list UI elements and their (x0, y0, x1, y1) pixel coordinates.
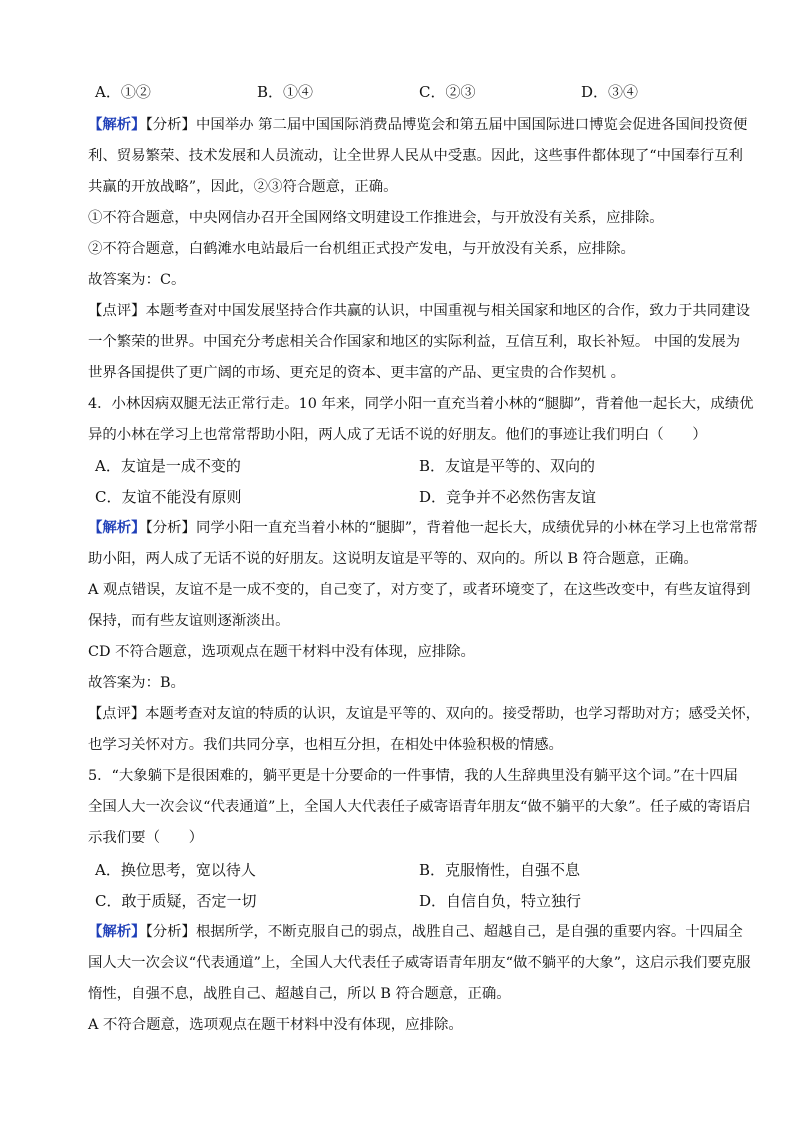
q5-stem-line: 5．“大象躺下是很困难的，躺平更是十分要命的一件事情，我的人生辞典里没有躺平这个词。”在十四届 (88, 768, 738, 784)
q4-comment-line: 【点评】本题考查对友谊的特质的认识，友谊是平等的、双向的。接受帮助，也学习帮助对方；感受关怀， (88, 706, 760, 722)
q5-stem-line: 示我们要（ ） (88, 830, 204, 846)
q3-analysis-line: 利、贸易繁荣、技术发展和人员流动，让全世界人民从中受惠。因此，这些事件都体现了“中国奉行互利 (88, 148, 743, 164)
q3-option-b: B．①④ (257, 83, 314, 101)
q5-stem-line: 全国人大一次会议“代表通道”上，全国人大代表任子威寄语青年朋友“做不躺平的大象”。任子威的寄语启 (88, 799, 751, 815)
q3-analysis-line: 共赢的开放战略”，因此，②③符合题意，正确。 (88, 179, 398, 195)
q4-option-d: D．竞争并不必然伤害友谊 (419, 488, 597, 506)
q5-analysis-line: A 不符合题意，选项观点在题干材料中没有体现，应排除。 (88, 1017, 463, 1033)
q4-option-b: B．友谊是平等的、双向的 (419, 457, 596, 475)
q4-answer: 故答案为：B。 (88, 675, 185, 691)
q5-analysis-line: 惰性，自强不息，战胜自己、超越自己，所以 B 符合题意，正确。 (88, 986, 511, 1002)
q4-option-c: C．友谊不能没有原则 (95, 488, 242, 506)
q4-analysis-line: 助小阳，两人成了无话不说的好朋友。这说明友谊是平等的、双向的。所以 B 符合题意，正确。 (88, 551, 698, 567)
analysis-tag: 【解析】 (88, 116, 146, 133)
q4-analysis-line: A 观点错误，友谊不是一成不变的，自己变了，对方变了，或者环境变了，在这些改变中，有些友谊得到 (88, 582, 751, 598)
q4-stem-line: 异的小林在学习上也常常帮助小阳，两人成了无话不说的好朋友。他们的事迹让我们明白（ ） (88, 427, 707, 443)
q4-option-a: A．友谊是一成不变的 (95, 457, 241, 475)
q4-stem-line: 4．小林因病双腿无法正常行走。10 年来，同学小阳一直充当着小林的“腿脚”，背着他一起长大，成绩优 (88, 396, 754, 412)
q5-option-d: D．自信自负，特立独行 (419, 892, 582, 910)
q4-analysis-line: CD 不符合题意，选项观点在题干材料中没有体现，应排除。 (88, 644, 475, 660)
q3-option-d: D．③④ (581, 83, 639, 101)
q4-comment-line: 也学习关怀对方。我们共同分享，也相互分担，在相处中体验积极的情感。 (88, 737, 563, 753)
q5-option-c: C．敢于质疑，否定一切 (95, 892, 257, 910)
analysis-tag: 【解析】 (88, 519, 146, 536)
q3-comment-line: 世界各国提供了更广阔的市场、更充足的资本、更丰富的产品、更宝贵的合作契机 。 (88, 365, 626, 381)
q5-option-a: A．换位思考，宽以待人 (95, 861, 256, 879)
q4-analysis-line: 保持，而有些友谊则逐渐淡出。 (88, 613, 290, 629)
q4-analysis-line: 【解析】【分析】同学小阳一直充当着小林的“腿脚”，背着他一起长大，成绩优异的小林在学习上也常常帮 (88, 519, 758, 536)
q3-comment-line: 一个繁荣的世界。中国充分考虑相关合作国家和地区的实际利益，互信互利，取长补短。 中国的发展为 (88, 334, 741, 350)
q3-analysis-line: 【解析】【分析】中国举办 第二届中国国际消费品博览会和第五届中国国际进口博览会促进各国间投资便 (88, 116, 748, 133)
analysis-tag: 【解析】 (88, 923, 146, 940)
q3-analysis-line: ①不符合题意，中央网信办召开全国网络文明建设工作推进会，与开放没有关系，应排除。 (88, 210, 664, 226)
q3-option-a: A．①② (95, 83, 151, 101)
q3-analysis-line: ②不符合题意，白鹤滩水电站最后一台机组正式投产发电，与开放没有关系，应排除。 (88, 241, 635, 257)
q5-analysis-line: 【解析】【分析】根据所学，不断克服自己的弱点，战胜自己、超越自己，是自强的重要内容。十四届全 (88, 923, 743, 940)
q3-option-c: C．②③ (419, 83, 476, 101)
q5-analysis-line: 国人大一次会议“代表通道”上，全国人大代表任子威寄语青年朋友“做不躺平的大象”，这启示我们要克服 (88, 955, 751, 971)
q3-answer: 故答案为：C。 (88, 272, 186, 288)
q3-comment-line: 【点评】本题考查对中国发展坚持合作共赢的认识，中国重视与相关国家和地区的合作，致力于共同建设 (88, 303, 750, 319)
q5-option-b: B．克服惰性，自强不息 (419, 861, 581, 879)
